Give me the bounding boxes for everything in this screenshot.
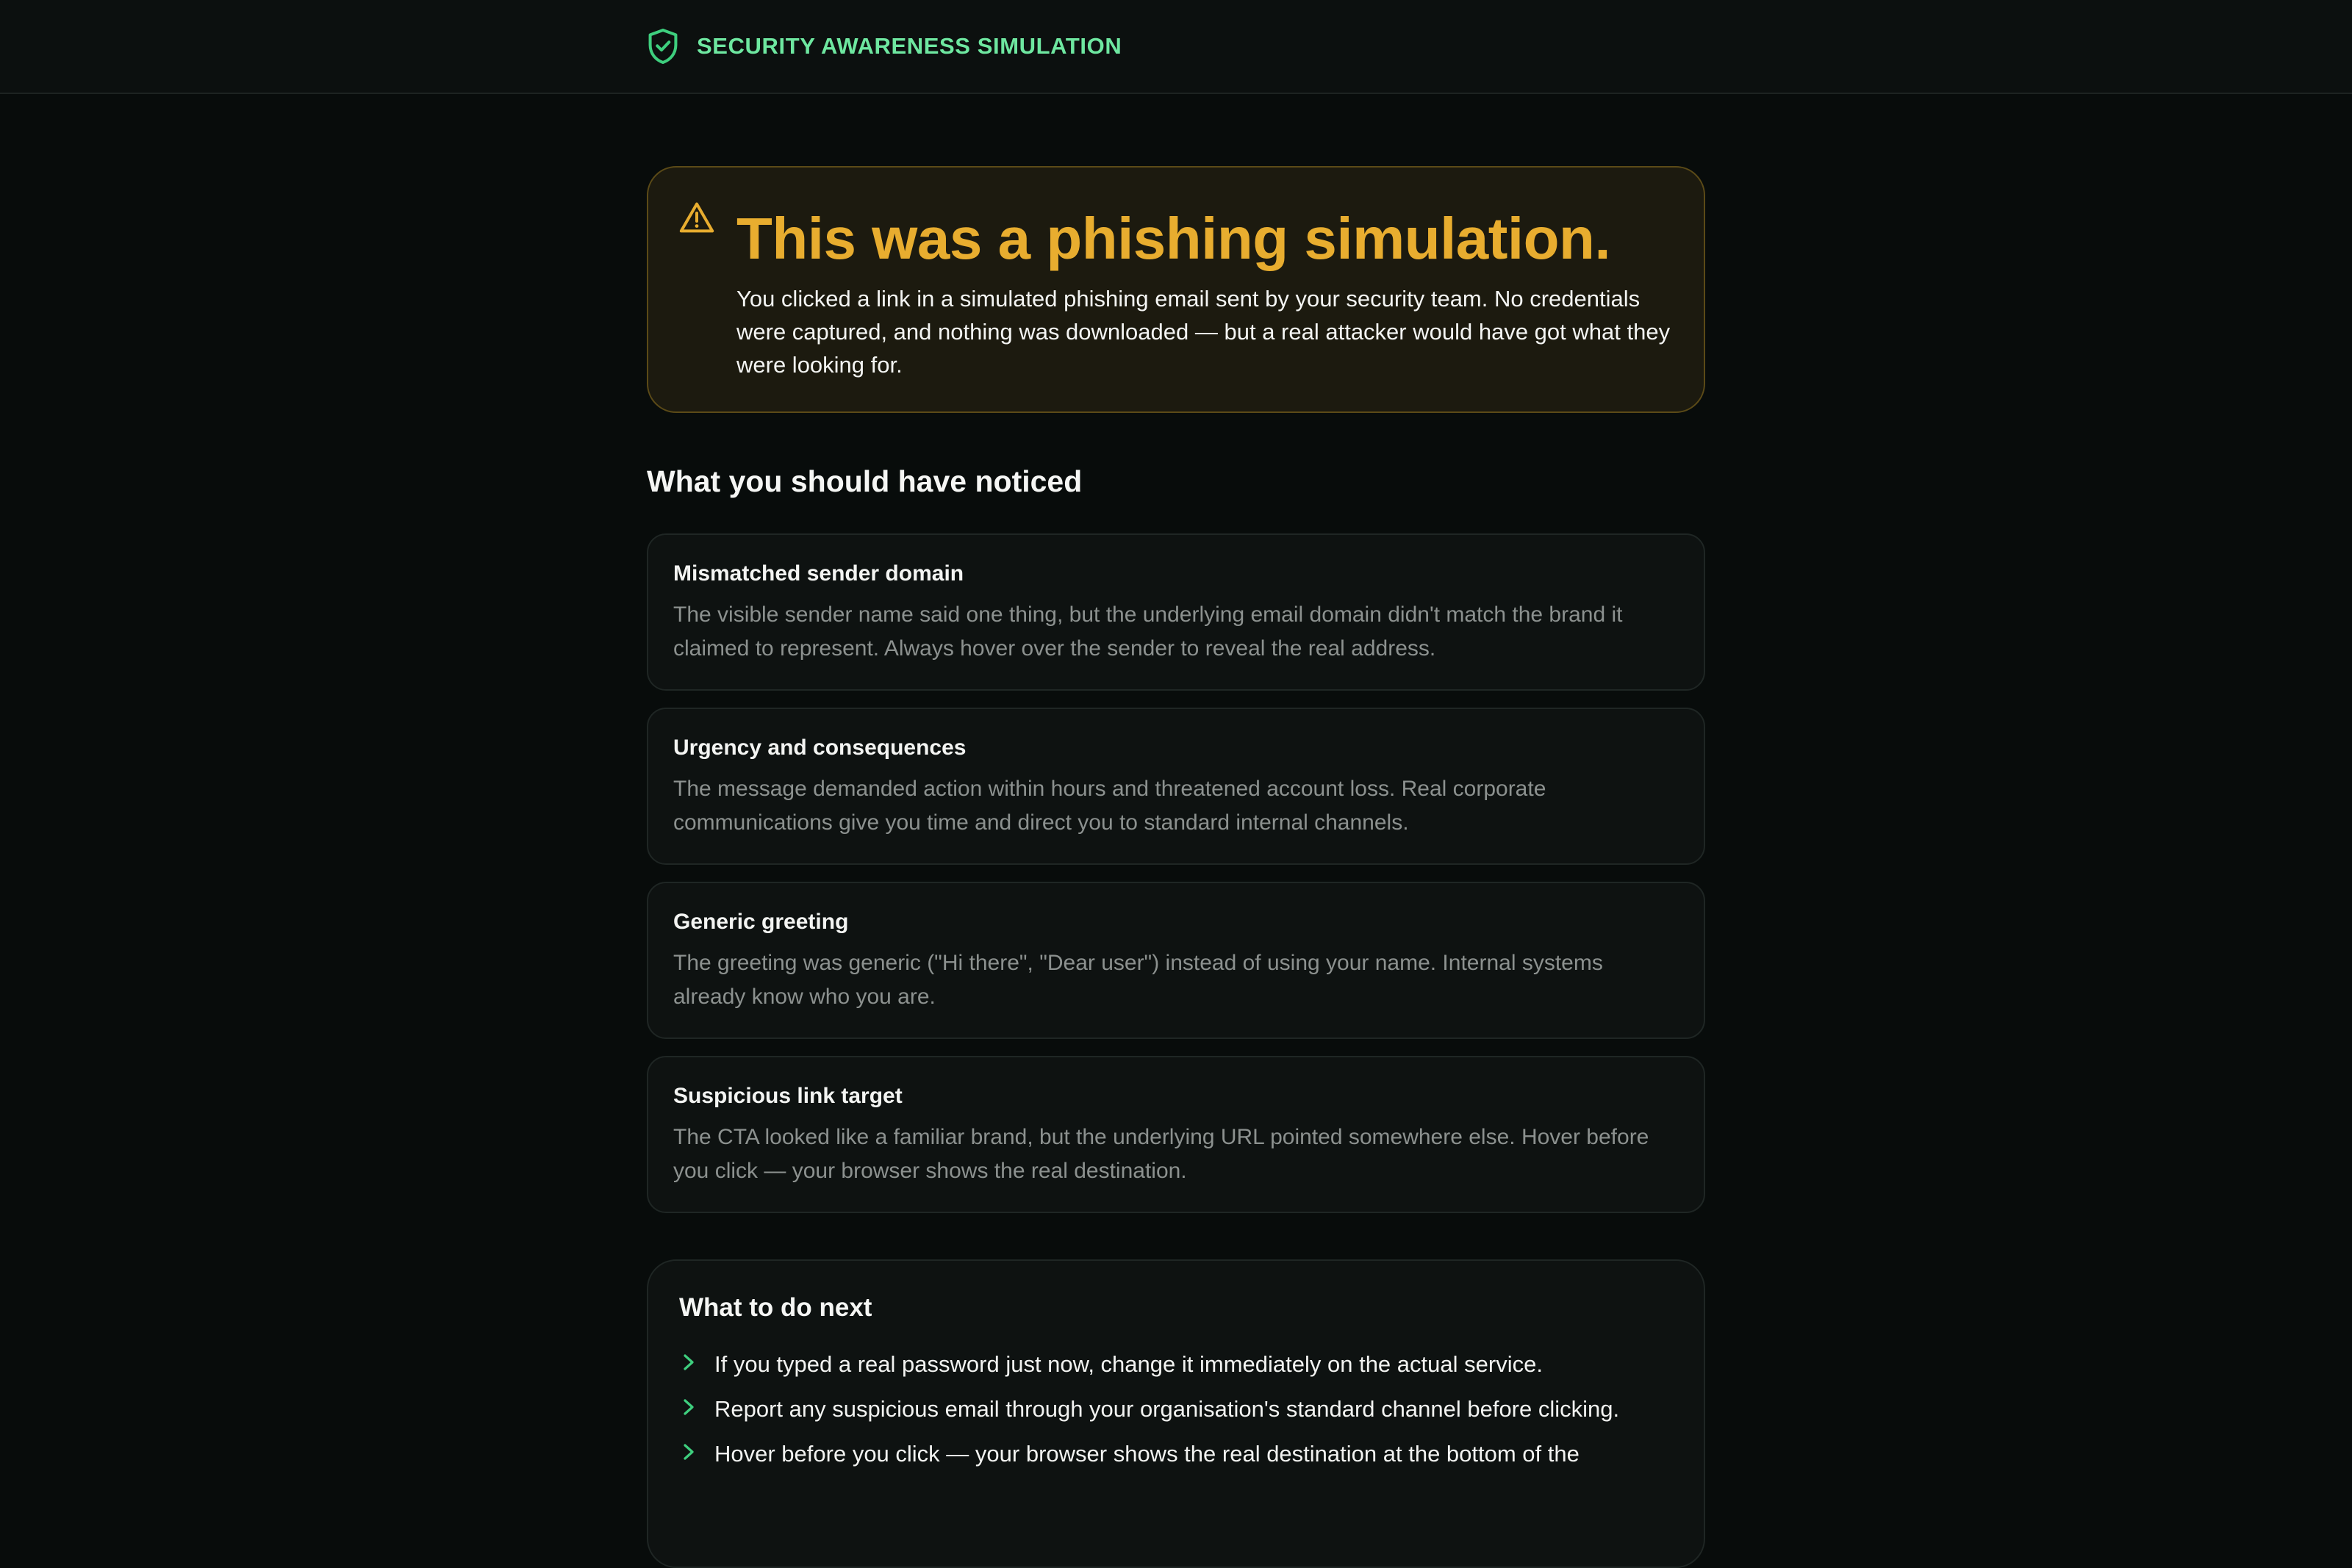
top-bar xyxy=(0,0,2352,94)
next-steps-heading: What to do next xyxy=(679,1293,872,1322)
list-item xyxy=(679,1348,1686,1392)
list-item xyxy=(679,1437,1686,1482)
alert-body: You clicked a link in a simulated phishing email sent by your security team. No credentials were captured, and nothing was downloaded — but a real attacker would have got what they were looking for. xyxy=(736,286,1671,378)
chevron-right-icon xyxy=(682,1443,695,1461)
next-steps-panel xyxy=(647,1259,1705,1568)
next-steps-list xyxy=(679,1348,1686,1482)
shield-check-icon xyxy=(647,28,679,65)
clue-card-urgency xyxy=(647,708,1705,865)
list-item xyxy=(679,1392,1686,1437)
clue-card-link-target xyxy=(647,1056,1705,1213)
chevron-right-icon xyxy=(682,1398,695,1416)
brand-label: SECURITY AWARENESS SIMULATION xyxy=(697,33,1122,59)
next-step-text: If you typed a real password just now, change it immediately on the actual service. xyxy=(714,1351,1543,1377)
main-content xyxy=(647,166,1705,1467)
noticed-heading: What you should have noticed xyxy=(647,464,1083,498)
alert-title: This was a phishing simulation. xyxy=(736,206,1611,271)
clue-description: The message demanded action within hours and threatened account loss. Real corporate communications give you time and direct you to standard internal channels. xyxy=(673,777,1546,835)
clue-title: Generic greeting xyxy=(673,910,849,934)
clue-title: Suspicious link target xyxy=(673,1084,903,1108)
chevron-right-icon xyxy=(682,1353,695,1371)
next-step-text: Report any suspicious email through your organisation's standard channel before clicking. xyxy=(714,1396,1620,1422)
clue-title: Urgency and consequences xyxy=(673,736,967,760)
clue-description: The greeting was generic ("Hi there", "Dear user") instead of using your name. Internal systems already know who you are. xyxy=(673,951,1603,1009)
brand xyxy=(647,28,1122,65)
clue-card-generic-greeting xyxy=(647,882,1705,1039)
next-step-text: Hover before you click — your browser shows the real destination at the bottom of the xyxy=(714,1441,1580,1467)
phishing-alert xyxy=(647,166,1705,413)
clue-description: The CTA looked like a familiar brand, but the underlying URL pointed somewhere else. Hover before you click — your browser shows the real destination. xyxy=(673,1125,1649,1183)
clue-title: Mismatched sender domain xyxy=(673,561,964,586)
warning-triangle-icon xyxy=(679,201,714,234)
clue-description: The visible sender name said one thing, but the underlying email domain didn't match the brand it claimed to represent. Always hover over the sender to reveal the real address. xyxy=(673,603,1623,661)
clue-card-sender-domain xyxy=(647,533,1705,691)
